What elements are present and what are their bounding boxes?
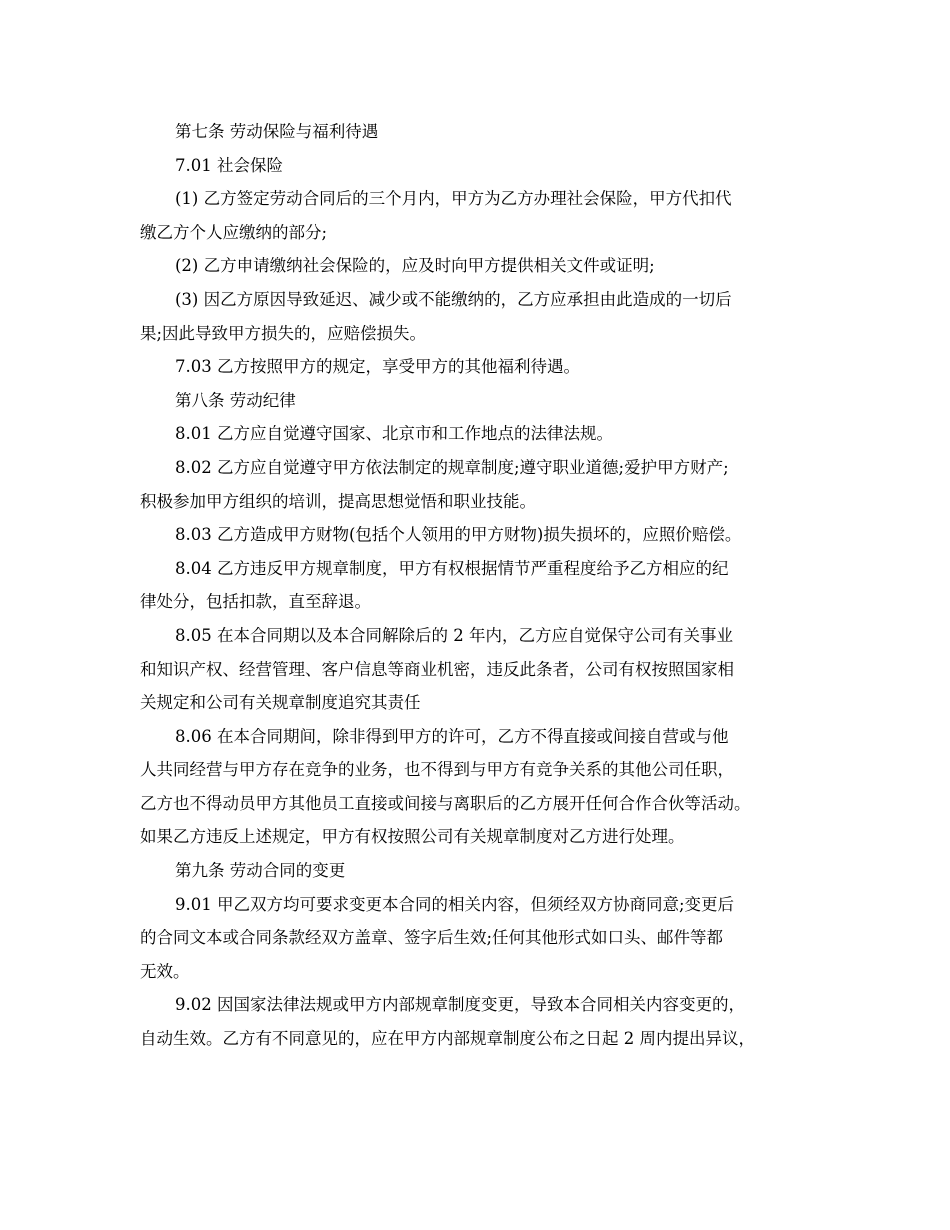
text-line: (3) 因乙方原因导致延迟、减少或不能缴纳的，乙方应承担由此造成的一切后 <box>175 289 732 309</box>
text-line: 和知识产权、经营管理、客户信息等商业机密，违反此条者，公司有权按照国家相 <box>140 659 734 679</box>
text-line: 乙方也不得动员甲方其他员工直接或间接与离职后的乙方展开任何合作合伙等活动。 <box>140 793 751 813</box>
text-line: (2) 乙方申请缴纳社会保险的，应及时向甲方提供相关文件或证明; <box>175 256 655 276</box>
text-line: 9.01 甲乙双方均可要求变更本合同的相关内容，但须经双方协商同意;变更后 <box>175 894 735 914</box>
text-line: 无效。 <box>140 961 190 981</box>
text-line: 8.03 乙方造成甲方财物(包括个人领用的甲方财物)损失损坏的，应照价赔偿。 <box>175 525 742 545</box>
text-line: 8.04 乙方违反甲方规章制度，甲方有权根据情节严重程度给予乙方相应的纪 <box>175 558 729 578</box>
text-line: 的合同文本或合同条款经双方盖章、签字后生效;任何其他形式如口头、邮件等都 <box>140 928 724 948</box>
text-line: 关规定和公司有关规章制度追究其责任 <box>140 693 421 713</box>
text-line: 积极参加甲方组织的培训，提高思想觉悟和职业技能。 <box>140 491 536 511</box>
text-line: 8.06 在本合同期间，除非得到甲方的许可，乙方不得直接或间接自营或与他 <box>175 726 729 746</box>
text-line: 第八条 劳动纪律 <box>175 390 296 410</box>
text-line: 如果乙方违反上述规定，甲方有权按照公司有关规章制度对乙方进行处理。 <box>140 827 685 847</box>
text-line: (1) 乙方签定劳动合同后的三个月内，甲方为乙方办理社会保险，甲方代扣代 <box>175 189 732 209</box>
text-line: 律处分，包括扣款，直至辞退。 <box>140 592 371 612</box>
text-line: 缴乙方个人应缴纳的部分; <box>140 222 328 242</box>
text-line: 第七条 劳动保险与福利待遇 <box>175 122 379 141</box>
document-body <box>140 115 815 1056</box>
text-line: 9.02 因国家法律法规或甲方内部规章制度变更，导致本合同相关内容变更的， <box>175 995 745 1015</box>
text-line: 第九条 劳动合同的变更 <box>175 861 346 881</box>
text-line: 8.05 在本合同期以及本合同解除后的 2 年内，乙方应自觉保守公司有关事业 <box>175 625 733 645</box>
text-line: 8.02 乙方应自觉遵守甲方依法制定的规章制度;遵守职业道德;爱护甲方财产; <box>175 457 729 477</box>
text-line: 人共同经营与甲方存在竞争的业务，也不得到与甲方有竞争关系的其他公司任职， <box>140 760 734 780</box>
text-line: 7.03 乙方按照甲方的规定，享受甲方的其他福利待遇。 <box>175 357 580 377</box>
text-line: 自动生效。乙方有不同意见的，应在甲方内部规章制度公布之日起 2 周内提出异议， <box>140 1029 755 1049</box>
text-line: 8.01 乙方应自觉遵守国家、北京市和工作地点的法律法规。 <box>175 424 613 444</box>
text-line: 7.01 社会保险 <box>175 155 283 175</box>
text-line: 果;因此导致甲方损失的，应赔偿损失。 <box>140 323 427 343</box>
